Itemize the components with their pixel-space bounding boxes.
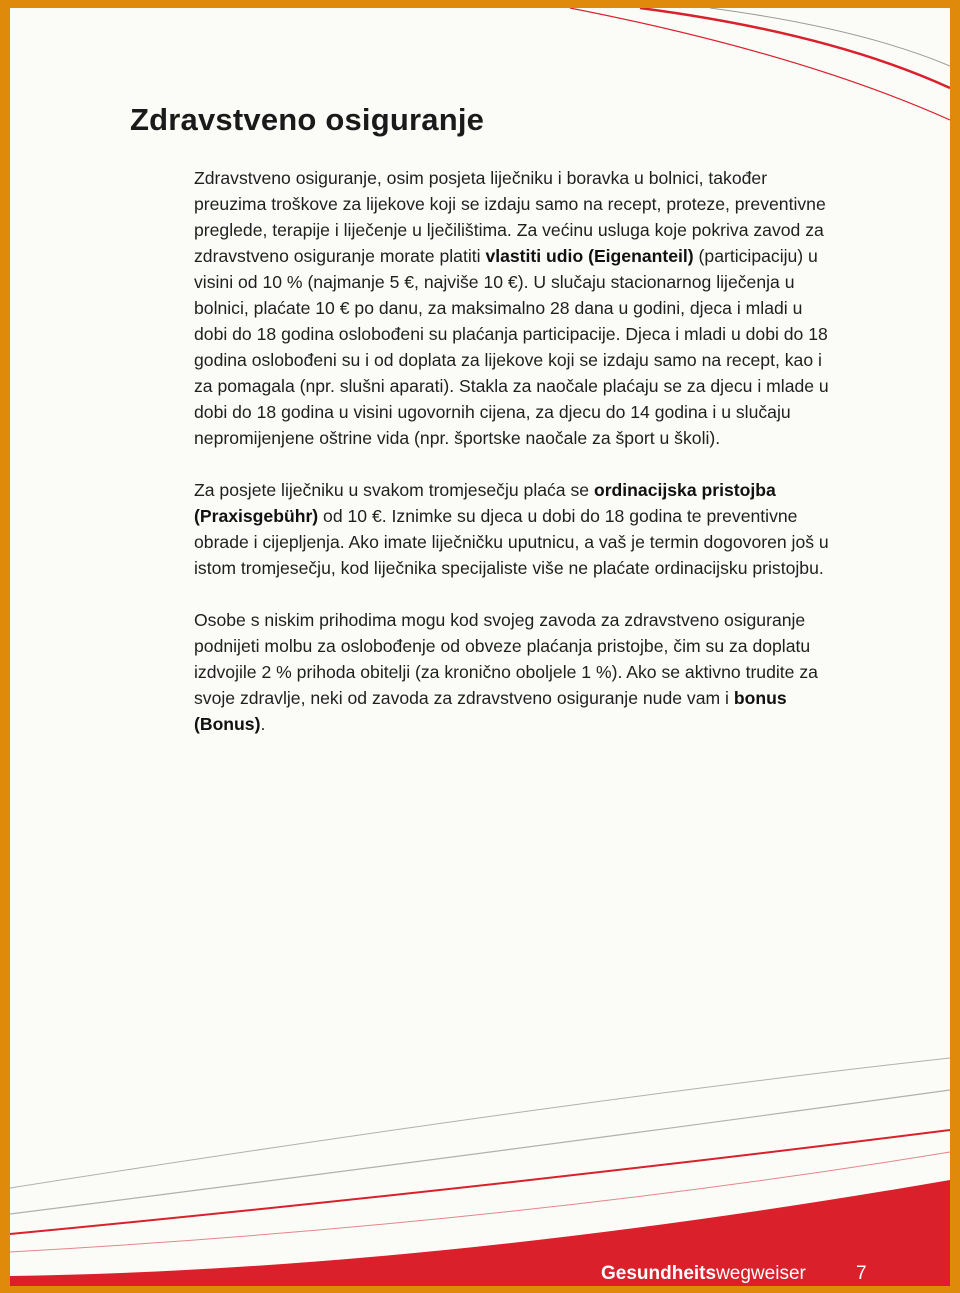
bold-term: vlastiti udio (Eigenanteil) [485,246,694,266]
text-run: . [260,714,266,734]
body-text [194,165,834,763]
paragraph [194,607,834,737]
paragraph [194,165,834,451]
text-run: Za posjete liječniku u svakom tromjesečju plaća se [194,480,594,500]
footer-brand-bold: Gesundheits [601,1263,717,1284]
decorative-curve [10,1058,950,1188]
decorative-curve [710,8,950,66]
footer-brand-regular: wegweiser [716,1263,806,1284]
page-title: Zdravstveno osiguranje [130,102,485,137]
text-run: Osobe s niskim prihodima mogu kod svojeg zavoda za zdravstveno osiguranje podnijeti molbu za oslobođenje od obveze plaćanja pristojbe, čim su za doplatu izdvojile 2 % prihoda obitelji (za kronično oboljele 1 %). Ako se aktivno trudite za svoje zdravlje, neki od zavoda za zdravstveno osiguranje nude vam i [194,610,818,708]
decorative-curves-bottom [10,1038,950,1286]
decorative-curve [10,1090,950,1214]
bold-term: bonus (Bonus) [194,688,787,734]
text-run: Zdravstveno osiguranje, osim posjeta liječniku i boravka u bolnici, također preuzima troškove za lijekove koji se izdaju samo na recept, proteze, preventivne preglede, terapije i liječenje u lječilištima. Za većinu usluga koje pokriva zavod za zdravstveno osiguranje morate platiti [194,168,826,266]
bold-term: ordinacijska pristojba (Praxisgebühr) [194,480,776,526]
paragraph [194,477,834,581]
page-number: 7 [856,1263,867,1284]
decorative-curve [640,8,950,88]
document-page [10,8,950,1286]
footer-brand [601,1263,806,1285]
text-run: od 10 €. Iznimke su djeca u dobi do 18 godina te preventivne obrade i cijepljenja. Ako imate liječničku uputnicu, a vaš je termin dogovoren još u istom tromjesečju, kod liječnika specijaliste više ne plaćate ordinacijsku pristojbu. [194,506,829,578]
text-run: (participaciju) u visini od 10 % (najmanje 5 €, najviše 10 €). U slučaju stacionarnog liječenja u bolnici, plaćate 10 € po danu, za maksimalno 28 dana u godini, djeca i mladi u dobi do 18 godina oslobođeni su plaćanja participacije. Djeca i mladi u dobi do 18 godina oslobođeni su i od doplata za lijekove koji se izdaju samo na recept, kao i za pomagala (npr. slušni aparati). Stakla za naočale plaćaju se za djecu i mlade u dobi do 18 godina u visini ugovornih cijena, za djecu do 14 godina i u slučaju nepromijenjene oštrine vida (npr. športske naočale za šport u školi). [194,246,829,448]
